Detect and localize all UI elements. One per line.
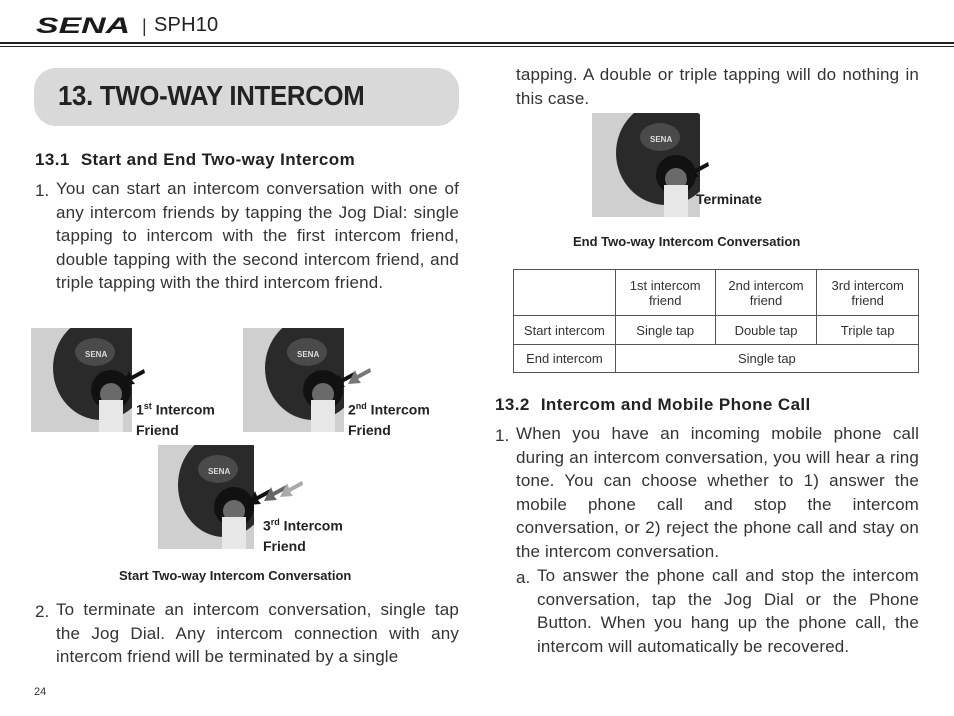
svg-text:SENA: SENA: [36, 14, 130, 36]
triple-arrow-icon: [246, 479, 304, 509]
table-cell: Single tap: [615, 316, 715, 345]
table-cell: Start intercom: [514, 316, 616, 345]
list-number: 1.: [35, 181, 50, 200]
helmet-photo-3: [158, 445, 254, 549]
section-title: Intercom and Mobile Phone Call: [540, 395, 811, 414]
chapter-title: 13. TWO-WAY INTERCOM: [58, 80, 365, 111]
terminate-label: Terminate: [696, 191, 762, 207]
photo-label-1: 1st Intercom Friend: [136, 401, 215, 438]
table-cell: End intercom: [514, 345, 616, 373]
sena-logo: [36, 14, 132, 36]
section-number: 13.2: [495, 395, 530, 414]
intercom-table: [513, 269, 919, 373]
table-row: [514, 316, 919, 345]
double-arrow-icon: [330, 366, 372, 392]
table-header-cell: 1st intercom friend: [615, 270, 715, 316]
figure-caption-end: End Two-way Intercom Conversation: [573, 234, 801, 249]
list-number: 2.: [35, 602, 50, 621]
table-cell: Triple tap: [817, 316, 919, 345]
paragraph-terminate-continued: tapping. A double or triple tapping will do nothing in this case.: [516, 65, 919, 108]
paragraph-phone-call: When you have an incoming mobile phone call during an intercom conversation, you will hear a ring tone. You can choose whether to 1) answer the mobile phone call and stop the intercom conversation, or 2) reject the phone call and stay on the intercom conversation.: [516, 424, 919, 561]
section-heading-13-1: [35, 150, 355, 170]
section-title: Start and End Two-way Intercom: [80, 150, 356, 169]
list-number: 1.: [495, 426, 510, 445]
svg-text:SENA: SENA: [208, 467, 231, 476]
table-header-row: [514, 270, 919, 316]
paragraph-start-intercom: You can start an intercom conversation with one of any intercom friends by tapping the Jog Dial: single tapping to intercom with the first intercom friend, double tapping with the second intercom friend, and triple tapping with the third intercom friend.: [56, 179, 459, 293]
arrow-icon: [684, 158, 710, 182]
photo-label-2: 2nd Intercom Friend: [348, 401, 430, 438]
header-rule: [0, 42, 954, 44]
table-cell: Double tap: [715, 316, 817, 345]
helmet-photo-2: [243, 328, 344, 432]
table-header-cell: [514, 270, 616, 316]
section-heading-13-2: [495, 395, 811, 415]
paragraph-terminate: To terminate an intercom conversation, single tap the Jog Dial. Any intercom connection with any intercom friend will be terminated by a single: [56, 600, 459, 667]
sublist-letter: a.: [516, 568, 531, 587]
helmet-photo-1: [31, 328, 132, 432]
header-separator: |: [142, 16, 147, 36]
header-rule-thin: [0, 46, 954, 47]
model-name: SPH10: [154, 14, 219, 36]
page-number: 24: [34, 686, 47, 698]
table-row: [514, 345, 919, 373]
table-header-cell: 2nd intercom friend: [715, 270, 817, 316]
section-number: 13.1: [35, 150, 70, 169]
svg-text:SENA: SENA: [85, 350, 108, 359]
photo-label-3: 3rd Intercom Friend: [263, 517, 343, 554]
arrow-icon: [120, 365, 146, 389]
svg-text:SENA: SENA: [650, 135, 673, 144]
table-header-cell: 3rd intercom friend: [817, 270, 919, 316]
figure-caption-start: Start Two-way Intercom Conversation: [119, 568, 352, 583]
svg-text:SENA: SENA: [297, 350, 320, 359]
table-cell: Single tap: [615, 345, 918, 373]
paragraph-answer-call: To answer the phone call and stop the intercom conversation, tap the Jog Dial or the Phone Button. When you hang up the phone call, the intercom will automatically be recovered.: [537, 566, 919, 656]
